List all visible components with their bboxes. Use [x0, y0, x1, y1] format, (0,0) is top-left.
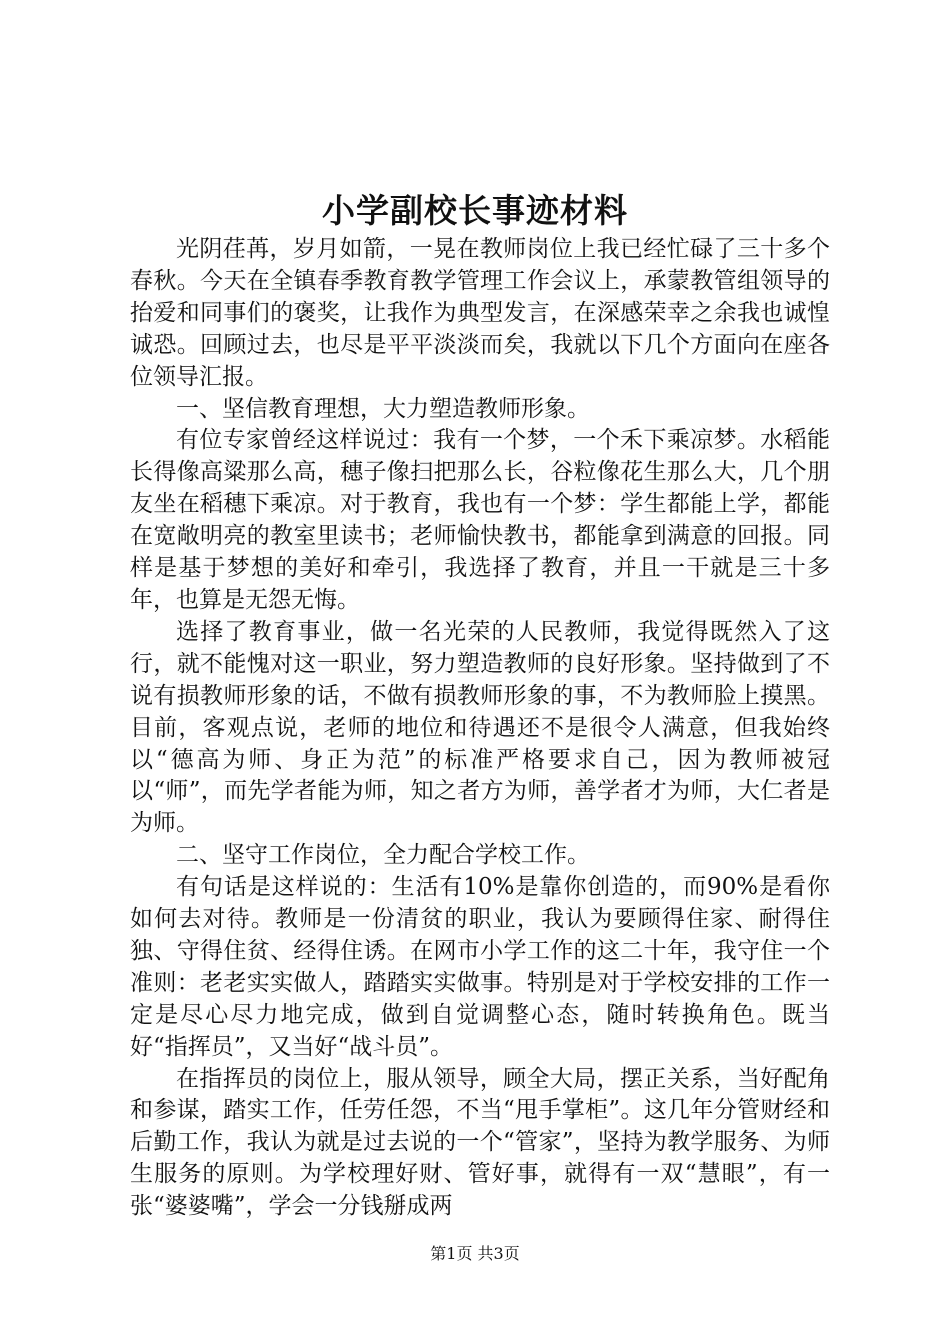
paragraph-work-attitude: 有句话是这样说的：生活有10%是靠你创造的，而90%是看你如何去对待。教师是一份清贫的职业，我认为要顾得住家、耐得住独、守得住贫、经得住诱。在网市小学工作的这二十年，我守住一个准则：老老实实做人，踏踏实实做事。特别是对于学校安排的工作一定是尽心尽力地完成，做到自觉调整心态，随时转换角色。既当好“指挥员”，又当好“战斗员”。: [130, 874, 830, 1060]
paragraph-commander-role: 在指挥员的岗位上，服从领导，顾全大局，摆正关系，当好配角和参谋，踏实工作，任劳任怨，不当“甩手掌柜”。这几年分管财经和后勤工作，我认为就是过去说的一个“管家”，坚持为教学服务、为师生服务的原则。为学校理好财、管好事，就得有一双“慧眼”，有一张“婆婆嘴”，学会一分钱掰成两: [130, 1065, 830, 1220]
section-heading-1: 一、坚信教育理想，大力塑造教师形象。: [176, 395, 590, 422]
section-heading-2: 二、坚守工作岗位，全力配合学校工作。: [176, 842, 590, 869]
paragraph-dream: 有位专家曾经这样说过：我有一个梦，一个禾下乘凉梦。水稻能长得像高粱那么高，穗子像扫把那么长，谷粒像花生那么大，几个朋友坐在稻穗下乘凉。对于教育，我也有一个梦：学生都能上学，都能在宽敞明亮的教室里读书；老师愉快教书，都能拿到满意的回报。同样是基于梦想的美好和牵引，我选择了教育，并且一干就是三十多年，也算是无怨无悔。: [130, 427, 830, 613]
paragraph-intro: 光阴荏苒，岁月如箭，一晃在教师岗位上我已经忙碌了三十多个春秋。今天在全镇春季教育教学管理工作会议上，承蒙教管组领导的抬爱和同事们的褒奖，让我作为典型发言，在深感荣幸之余我也诚惶诚恐。回顾过去，也尽是平平淡淡而矣，我就以下几个方面向在座各位领导汇报。: [130, 236, 830, 390]
document-body: [130, 234, 830, 1223]
page-number: 第1页 共3页: [430, 1244, 520, 1263]
document-title: 小学副校长事迹材料: [322, 191, 628, 230]
paragraph-teacher-image: 选择了教育事业，做一名光荣的人民教师，我觉得既然入了这行，就不能愧对这一职业，努力塑造教师的良好形象。坚持做到了不说有损教师形象的话，不做有损教师形象的事，不为教师脸上摸黑。目前，客观点说，老师的地位和待遇还不是很令人满意，但我始终以“德高为师、身正为范”的标准严格要求自己，因为教师被冠以“师”，而先学者能为师，知之者方为师，善学者才为师，大仁者是为师。: [130, 618, 830, 837]
